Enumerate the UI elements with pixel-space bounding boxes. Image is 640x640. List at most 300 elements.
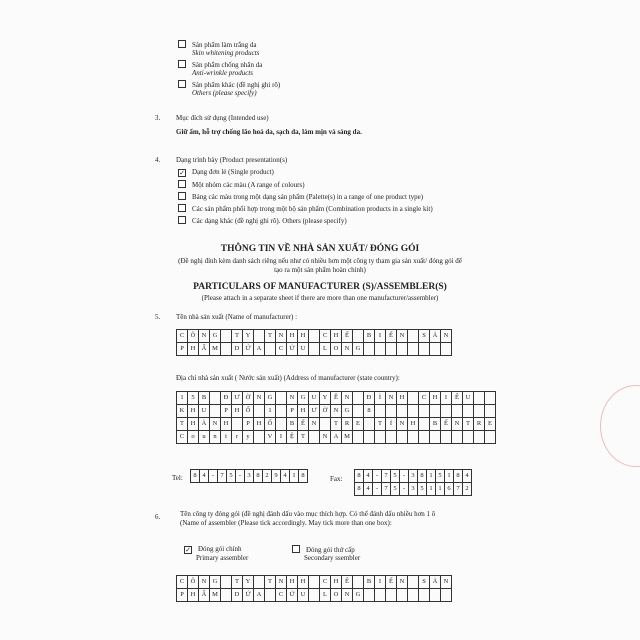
grid-cell[interactable]: H xyxy=(232,405,243,418)
grid-cell[interactable]: C xyxy=(276,589,287,602)
grid-cell[interactable] xyxy=(485,392,496,405)
grid-cell[interactable] xyxy=(430,431,441,444)
grid-cell[interactable] xyxy=(441,405,452,418)
grid-cell[interactable]: T xyxy=(375,418,386,431)
grid-cell[interactable]: Ố xyxy=(243,405,254,418)
grid-cell[interactable]: G xyxy=(353,343,364,356)
presentation-option-2[interactable] xyxy=(178,180,305,190)
grid-cell[interactable]: Ể xyxy=(452,392,463,405)
grid-cell[interactable]: 4 xyxy=(364,470,373,483)
grid-cell[interactable]: N xyxy=(287,392,298,405)
grid-cell[interactable] xyxy=(419,431,430,444)
grid-cell[interactable] xyxy=(430,589,441,602)
grid-cell[interactable] xyxy=(254,330,265,343)
grid-cell[interactable] xyxy=(474,431,485,444)
grid-cell[interactable]: Đ xyxy=(364,392,375,405)
grid-cell[interactable] xyxy=(408,589,419,602)
grid-cell[interactable]: Ế xyxy=(298,418,309,431)
grid-cell[interactable]: Ả xyxy=(430,330,441,343)
grid-cell[interactable]: - xyxy=(373,483,382,496)
grid-cell[interactable]: - xyxy=(400,470,409,483)
grid-cell[interactable]: T xyxy=(177,418,188,431)
grid-cell[interactable] xyxy=(375,431,386,444)
grid-cell[interactable]: 3 xyxy=(409,483,418,496)
grid-cell[interactable]: D xyxy=(232,589,243,602)
grid-cell[interactable] xyxy=(452,405,463,418)
grid-cell[interactable] xyxy=(254,576,265,589)
grid-cell[interactable]: Y xyxy=(320,392,331,405)
grid-cell[interactable] xyxy=(408,431,419,444)
grid-cell[interactable]: H xyxy=(188,589,199,602)
grid-cell[interactable]: C xyxy=(177,431,188,444)
grid-cell[interactable]: 4 xyxy=(463,470,472,483)
grid-cell[interactable] xyxy=(364,343,375,356)
manufacturer-name-grid[interactable] xyxy=(176,329,452,356)
grid-cell[interactable]: Ô xyxy=(188,576,199,589)
grid-cell[interactable]: C xyxy=(177,330,188,343)
grid-cell[interactable] xyxy=(397,589,408,602)
grid-cell[interactable] xyxy=(408,330,419,343)
grid-cell[interactable]: N xyxy=(210,418,221,431)
grid-cell[interactable]: Ứ xyxy=(243,589,254,602)
secondary-en-label: Secondary ssembler xyxy=(304,554,361,562)
grid-cell[interactable]: U xyxy=(298,589,309,602)
grid-cell[interactable]: Ế xyxy=(386,576,397,589)
grid-cell[interactable] xyxy=(375,405,386,418)
grid-cell[interactable]: Đ xyxy=(221,392,232,405)
grid-cell[interactable]: H xyxy=(188,405,199,418)
grid-cell[interactable]: B xyxy=(199,392,210,405)
grid-cell[interactable]: - xyxy=(373,470,382,483)
grid-cell[interactable]: I xyxy=(375,330,386,343)
grid-cell[interactable]: Ỉ xyxy=(386,418,397,431)
product-type-2-en: Anti-wrinkle products xyxy=(192,69,253,77)
grid-cell[interactable]: H xyxy=(430,392,441,405)
grid-cell[interactable]: 9 xyxy=(272,470,281,483)
grid-cell[interactable] xyxy=(419,418,430,431)
grid-cell[interactable]: H xyxy=(331,330,342,343)
grid-cell[interactable]: B xyxy=(430,418,441,431)
grid-cell[interactable] xyxy=(210,405,221,418)
grid-cell[interactable]: Ứ xyxy=(243,343,254,356)
grid-cell[interactable]: K xyxy=(177,405,188,418)
grid-cell[interactable] xyxy=(309,343,320,356)
grid-cell[interactable]: 3 xyxy=(409,470,418,483)
grid-cell[interactable]: 5 xyxy=(391,470,400,483)
grid-cell[interactable]: Y xyxy=(243,576,254,589)
grid-cell[interactable]: U xyxy=(463,392,474,405)
product-type-1-vi: Sản phẩm làm trắng da xyxy=(192,41,257,49)
primary-assembler-option[interactable] xyxy=(184,545,242,554)
checkbox-icon xyxy=(178,192,186,200)
grid-cell[interactable]: N xyxy=(397,330,408,343)
grid-cell[interactable] xyxy=(265,343,276,356)
grid-cell[interactable]: 8 xyxy=(454,470,463,483)
grid-cell[interactable]: L xyxy=(320,589,331,602)
grid-cell[interactable]: N xyxy=(276,330,287,343)
grid-cell[interactable]: U xyxy=(309,392,320,405)
grid-cell[interactable]: 5 xyxy=(418,483,427,496)
grid-cell[interactable] xyxy=(408,576,419,589)
grid-cell[interactable]: C xyxy=(419,392,430,405)
grid-cell[interactable]: V xyxy=(265,431,276,444)
section3-answer: Giữ ẩm, hỗ trợ chống lão hoá da, sạch da, làm mịn và sáng da. xyxy=(176,128,362,136)
grid-cell[interactable]: 4 xyxy=(281,470,290,483)
primary-en-label: Primary assembler xyxy=(196,554,249,562)
grid-cell[interactable]: 3 xyxy=(245,470,254,483)
grid-cell[interactable]: T xyxy=(232,576,243,589)
grid-cell[interactable]: H xyxy=(188,343,199,356)
grid-cell[interactable]: I xyxy=(441,392,452,405)
grid-cell[interactable] xyxy=(485,431,496,444)
grid-cell[interactable]: O xyxy=(331,343,342,356)
grid-cell[interactable]: I xyxy=(276,431,287,444)
grid-cell[interactable] xyxy=(397,343,408,356)
checkbox-icon xyxy=(178,40,186,48)
grid-cell[interactable]: E xyxy=(485,418,496,431)
grid-cell[interactable]: G xyxy=(265,392,276,405)
grid-cell[interactable] xyxy=(408,405,419,418)
grid-cell[interactable] xyxy=(386,431,397,444)
grid-cell[interactable]: t xyxy=(221,431,232,444)
grid-cell[interactable]: A xyxy=(254,343,265,356)
address-label: Địa chỉ nhà sản xuất ( Nước sản xuất) (Address of manufacturer (state country): xyxy=(176,374,400,382)
grid-cell[interactable]: N xyxy=(342,392,353,405)
grid-cell[interactable]: 1 xyxy=(427,470,436,483)
grid-cell[interactable]: Ì xyxy=(375,392,386,405)
grid-cell[interactable]: Ế xyxy=(441,418,452,431)
grid-cell[interactable]: Ư xyxy=(232,392,243,405)
grid-cell[interactable] xyxy=(265,589,276,602)
grid-cell[interactable]: 1 xyxy=(265,405,276,418)
heading-vi: THÔNG TIN VỀ NHÀ SẢN XUẤT/ ĐÓNG GÓI xyxy=(220,244,420,254)
grid-cell[interactable]: Ế xyxy=(342,576,353,589)
grid-cell[interactable]: Ờ xyxy=(320,405,331,418)
grid-cell[interactable]: 1 xyxy=(427,483,436,496)
section6-label-1: Tên công ty đóng gói (đề nghị đánh dấu vào mục thích hợp. Có thể đánh dấu nhiều hơn 1 ô xyxy=(180,510,436,518)
grid-cell[interactable]: 8 xyxy=(364,405,375,418)
presentation-option-3[interactable] xyxy=(178,192,423,202)
grid-cell[interactable] xyxy=(397,405,408,418)
fax-grid[interactable] xyxy=(354,469,472,496)
grid-cell[interactable]: r xyxy=(232,431,243,444)
grid-cell[interactable] xyxy=(430,343,441,356)
grid-cell[interactable]: H xyxy=(298,576,309,589)
grid-cell[interactable]: Ả xyxy=(430,576,441,589)
grid-cell[interactable]: 2 xyxy=(463,483,472,496)
product-type-3-en: Others (please specify) xyxy=(192,89,257,97)
grid-cell[interactable]: N xyxy=(320,431,331,444)
grid-cell[interactable] xyxy=(210,392,221,405)
presentation-option-5[interactable] xyxy=(178,216,347,226)
product-type-3-vi: Sản phẩm khác (đề nghị ghi rõ) xyxy=(192,81,281,89)
grid-cell[interactable]: n xyxy=(210,431,221,444)
grid-cell[interactable] xyxy=(309,589,320,602)
grid-cell[interactable] xyxy=(419,589,430,602)
grid-cell[interactable]: P xyxy=(287,405,298,418)
grid-cell[interactable]: T xyxy=(265,330,276,343)
grid-cell[interactable] xyxy=(441,343,452,356)
grid-cell[interactable]: N xyxy=(386,392,397,405)
grid-cell[interactable] xyxy=(474,405,485,418)
grid-cell[interactable] xyxy=(221,576,232,589)
tel-grid[interactable] xyxy=(190,469,308,483)
grid-cell[interactable]: 8 xyxy=(191,470,200,483)
grid-cell[interactable]: 5 xyxy=(391,483,400,496)
grid-cell[interactable]: H xyxy=(298,330,309,343)
grid-cell[interactable]: H xyxy=(331,576,342,589)
grid-cell[interactable]: T xyxy=(331,418,342,431)
grid-cell[interactable] xyxy=(375,589,386,602)
grid-cell[interactable]: A xyxy=(254,589,265,602)
grid-cell[interactable]: N xyxy=(397,418,408,431)
checkbox-icon xyxy=(178,180,186,188)
grid-cell[interactable]: H xyxy=(298,405,309,418)
grid-cell[interactable]: G xyxy=(342,405,353,418)
grid-cell[interactable] xyxy=(430,405,441,418)
grid-cell[interactable]: 5 xyxy=(436,470,445,483)
section6-number: 6. xyxy=(155,513,161,521)
grid-cell[interactable]: T xyxy=(298,431,309,444)
grid-cell[interactable]: 7 xyxy=(218,470,227,483)
checkbox-icon xyxy=(178,204,186,212)
grid-cell[interactable] xyxy=(408,343,419,356)
grid-cell[interactable] xyxy=(276,392,287,405)
grid-cell[interactable]: 1 xyxy=(177,392,188,405)
option-4-label: Các sản phẩm phối hợp trong một bộ sản phẩm (Combination products in a single kit) xyxy=(192,205,433,213)
grid-cell[interactable]: Ế xyxy=(386,330,397,343)
grid-cell[interactable] xyxy=(276,405,287,418)
grid-cell[interactable] xyxy=(221,330,232,343)
grid-cell[interactable] xyxy=(353,405,364,418)
grid-cell[interactable]: N xyxy=(254,392,265,405)
grid-cell[interactable]: N xyxy=(199,330,210,343)
grid-cell[interactable]: D xyxy=(232,343,243,356)
grid-cell[interactable] xyxy=(386,343,397,356)
section5-number: 5. xyxy=(155,313,161,321)
grid-cell[interactable]: 7 xyxy=(382,470,391,483)
grid-cell[interactable] xyxy=(221,343,232,356)
grid-cell[interactable]: Ệ xyxy=(287,431,298,444)
product-type-1-en: Skin whitening products xyxy=(192,49,260,57)
section6-label-2: (Name of assembler (Please tick accordingly. May tick more than one box): xyxy=(180,519,392,527)
grid-cell[interactable]: U xyxy=(298,343,309,356)
grid-cell[interactable] xyxy=(232,418,243,431)
grid-cell[interactable]: G xyxy=(210,576,221,589)
grid-cell[interactable] xyxy=(375,343,386,356)
grid-cell[interactable]: H xyxy=(287,576,298,589)
grid-cell[interactable]: H xyxy=(397,392,408,405)
grid-cell[interactable]: y xyxy=(243,431,254,444)
grid-cell[interactable]: u xyxy=(199,431,210,444)
fax-label: Fax: xyxy=(330,475,343,483)
grid-cell[interactable]: À xyxy=(199,418,210,431)
grid-cell[interactable]: N xyxy=(342,589,353,602)
grid-cell[interactable] xyxy=(364,431,375,444)
grid-cell[interactable]: N xyxy=(331,405,342,418)
grid-cell[interactable] xyxy=(353,392,364,405)
presentation-option-4[interactable] xyxy=(178,204,433,214)
grid-cell[interactable]: N xyxy=(397,576,408,589)
grid-cell[interactable]: P xyxy=(221,405,232,418)
secondary-vi-label: Đóng gói thứ cấp xyxy=(306,546,355,554)
grid-cell[interactable]: o xyxy=(188,431,199,444)
grid-cell[interactable]: S xyxy=(419,330,430,343)
grid-cell[interactable]: 2 xyxy=(263,470,272,483)
assembler-name-grid[interactable] xyxy=(176,575,452,602)
grid-cell[interactable]: G xyxy=(353,589,364,602)
grid-cell[interactable]: N xyxy=(276,576,287,589)
grid-cell[interactable]: B xyxy=(364,330,375,343)
grid-cell[interactable]: Ế xyxy=(342,330,353,343)
grid-cell[interactable]: H xyxy=(254,418,265,431)
heading-en-note: (Please attach in a separate sheet if there are more than one manufacturer/assembler) xyxy=(201,294,439,302)
grid-cell[interactable] xyxy=(221,589,232,602)
grid-cell[interactable]: Ẩ xyxy=(199,343,210,356)
grid-cell[interactable]: N xyxy=(441,576,452,589)
grid-cell[interactable]: 8 xyxy=(418,470,427,483)
grid-cell[interactable] xyxy=(441,431,452,444)
grid-cell[interactable]: M xyxy=(210,589,221,602)
grid-cell[interactable]: 1 xyxy=(445,470,454,483)
grid-cell[interactable]: 7 xyxy=(382,483,391,496)
grid-cell[interactable]: 5 xyxy=(188,392,199,405)
grid-cell[interactable]: I xyxy=(375,576,386,589)
manufacturer-address-grid[interactable] xyxy=(176,391,496,444)
checkbox-checked-icon: ✓ xyxy=(185,546,191,554)
grid-cell[interactable]: C xyxy=(320,330,331,343)
grid-cell[interactable]: L xyxy=(320,343,331,356)
grid-cell[interactable] xyxy=(408,392,419,405)
grid-cell[interactable]: 8 xyxy=(254,470,263,483)
grid-cell[interactable]: Y xyxy=(243,330,254,343)
grid-cell[interactable]: N xyxy=(342,343,353,356)
section5-label: Tên nhà sản xuất (Name of manufacturer) : xyxy=(176,313,298,321)
grid-cell[interactable]: 4 xyxy=(200,470,209,483)
grid-cell[interactable]: Ử xyxy=(287,343,298,356)
grid-cell[interactable]: P xyxy=(177,589,188,602)
grid-cell[interactable]: Ư xyxy=(309,405,320,418)
heading-vi-note-2: tạo ra một sản phẩm hoàn chỉnh) xyxy=(274,266,366,274)
grid-cell[interactable]: - xyxy=(236,470,245,483)
grid-cell[interactable]: C xyxy=(276,343,287,356)
grid-cell[interactable]: N xyxy=(441,330,452,343)
grid-cell[interactable]: T xyxy=(265,576,276,589)
grid-cell[interactable]: B xyxy=(287,418,298,431)
primary-vi-label: Đóng gói chính xyxy=(198,545,242,553)
grid-cell[interactable] xyxy=(353,330,364,343)
grid-cell[interactable] xyxy=(452,431,463,444)
grid-cell[interactable]: A xyxy=(331,431,342,444)
grid-cell[interactable]: Ử xyxy=(287,589,298,602)
grid-cell[interactable] xyxy=(276,418,287,431)
grid-cell[interactable] xyxy=(254,405,265,418)
grid-cell[interactable]: P xyxy=(243,418,254,431)
grid-cell[interactable]: C xyxy=(320,576,331,589)
grid-cell[interactable] xyxy=(397,431,408,444)
grid-cell[interactable]: G xyxy=(210,330,221,343)
checkbox-icon xyxy=(178,60,186,68)
grid-cell[interactable]: N xyxy=(199,576,210,589)
grid-cell[interactable]: 8 xyxy=(299,470,308,483)
grid-cell[interactable]: 5 xyxy=(227,470,236,483)
grid-cell[interactable]: 7 xyxy=(454,483,463,496)
grid-cell[interactable] xyxy=(386,589,397,602)
grid-cell[interactable]: Ô xyxy=(188,330,199,343)
grid-cell[interactable]: U xyxy=(199,405,210,418)
grid-cell[interactable]: C xyxy=(177,576,188,589)
section3-label: Mục đích sử dụng (Intended use) xyxy=(176,114,269,122)
presentation-option-1[interactable] xyxy=(178,168,274,177)
grid-cell[interactable]: Ẩ xyxy=(199,589,210,602)
grid-cell[interactable]: 1 xyxy=(436,483,445,496)
grid-cell[interactable] xyxy=(419,405,430,418)
grid-cell[interactable]: H xyxy=(221,418,232,431)
grid-cell[interactable]: - xyxy=(209,470,218,483)
grid-cell[interactable]: R xyxy=(474,418,485,431)
grid-cell[interactable] xyxy=(419,343,430,356)
grid-cell[interactable]: E xyxy=(353,418,364,431)
grid-cell[interactable]: 6 xyxy=(445,483,454,496)
grid-cell[interactable] xyxy=(309,330,320,343)
grid-cell[interactable] xyxy=(386,405,397,418)
grid-cell[interactable]: 1 xyxy=(290,470,299,483)
grid-cell[interactable]: N xyxy=(452,418,463,431)
grid-cell[interactable]: N xyxy=(309,418,320,431)
grid-cell[interactable] xyxy=(441,589,452,602)
tel-label: Tel: xyxy=(172,474,183,482)
grid-cell[interactable]: R xyxy=(342,418,353,431)
heading-en: PARTICULARS OF MANUFACTURER (S)/ASSEMBLER(S) xyxy=(193,282,447,292)
grid-cell[interactable]: M xyxy=(342,431,353,444)
checkbox-icon xyxy=(178,80,186,88)
grid-cell[interactable]: Ố xyxy=(265,418,276,431)
grid-cell[interactable] xyxy=(254,431,265,444)
grid-cell[interactable]: H xyxy=(408,418,419,431)
grid-cell[interactable] xyxy=(353,431,364,444)
grid-cell[interactable]: B xyxy=(364,576,375,589)
grid-cell[interactable]: - xyxy=(400,483,409,496)
grid-cell[interactable]: 8 xyxy=(355,470,364,483)
grid-cell[interactable] xyxy=(309,431,320,444)
product-type-2-vi: Sản phẩm chống nhăn da xyxy=(192,61,263,69)
grid-cell[interactable]: 4 xyxy=(364,483,373,496)
grid-cell[interactable] xyxy=(309,576,320,589)
grid-cell[interactable]: P xyxy=(177,343,188,356)
grid-cell[interactable] xyxy=(364,418,375,431)
grid-cell[interactable] xyxy=(320,418,331,431)
grid-cell[interactable]: H xyxy=(188,418,199,431)
grid-cell[interactable] xyxy=(485,405,496,418)
section4-label: Dạng trình bày (Product presentation(s) xyxy=(176,156,288,164)
grid-cell[interactable]: 8 xyxy=(355,483,364,496)
grid-cell[interactable]: H xyxy=(287,330,298,343)
grid-cell[interactable]: T xyxy=(463,418,474,431)
grid-cell[interactable]: Ờ xyxy=(243,392,254,405)
grid-cell[interactable] xyxy=(463,431,474,444)
grid-cell[interactable]: Ễ xyxy=(331,392,342,405)
grid-cell[interactable]: S xyxy=(419,576,430,589)
grid-cell[interactable] xyxy=(474,392,485,405)
grid-cell[interactable] xyxy=(353,576,364,589)
grid-cell[interactable]: G xyxy=(298,392,309,405)
grid-cell[interactable] xyxy=(463,405,474,418)
grid-cell[interactable]: M xyxy=(210,343,221,356)
heading-vi-note-1: (Đề nghị đính kèm danh sách riêng nếu như có nhiều hơn một công ty tham gia sản xuất/ đóng gói để xyxy=(178,257,462,265)
grid-cell[interactable]: T xyxy=(232,330,243,343)
grid-cell[interactable] xyxy=(364,589,375,602)
grid-cell[interactable]: O xyxy=(331,589,342,602)
